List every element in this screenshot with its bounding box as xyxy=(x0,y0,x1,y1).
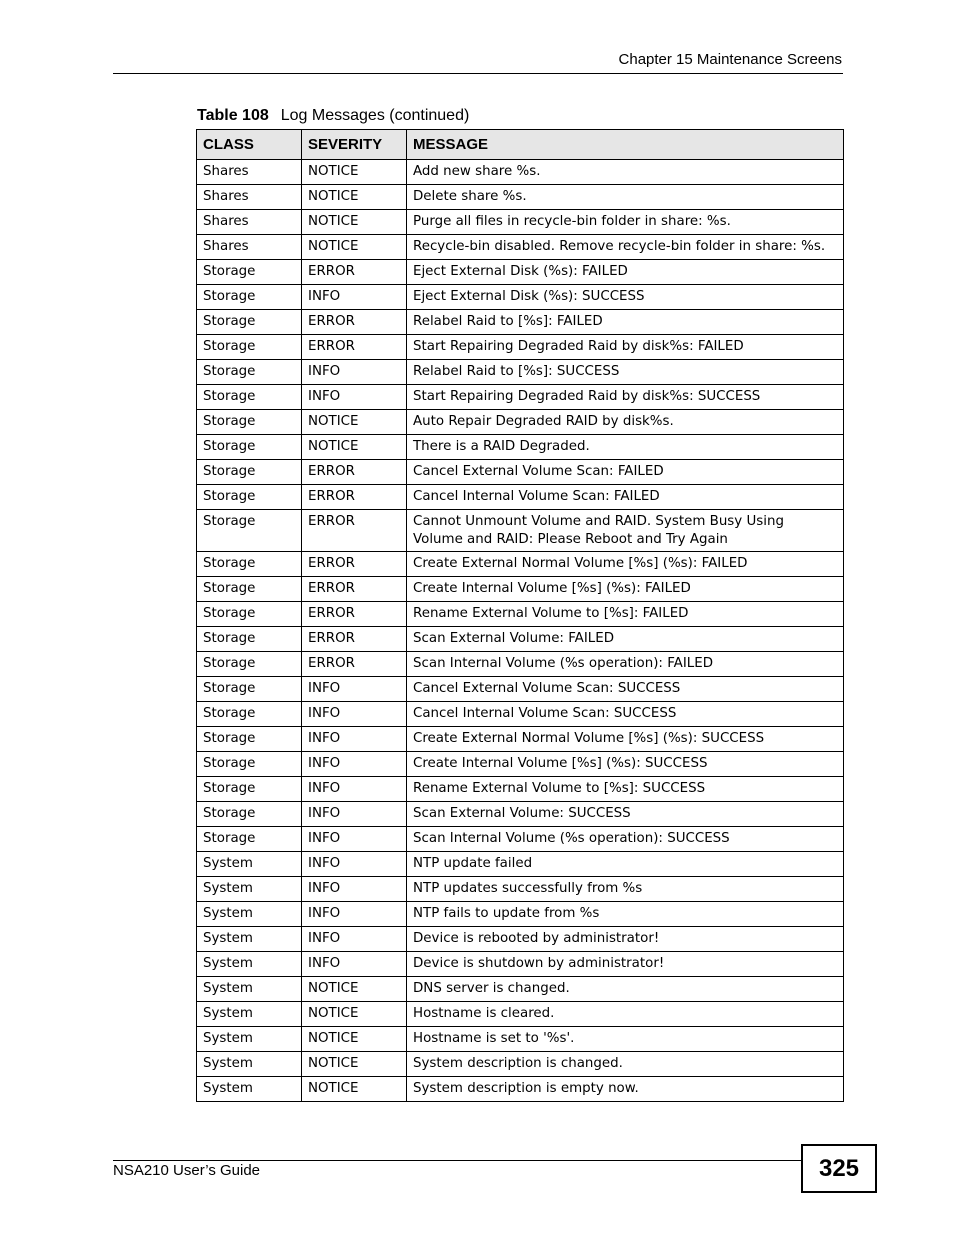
cell-severity: NOTICE xyxy=(302,1002,407,1027)
table-number: Table 108 xyxy=(197,107,269,124)
cell-message: Device is rebooted by administrator! xyxy=(407,927,844,952)
cell-class: Storage xyxy=(197,260,302,285)
cell-class: Storage xyxy=(197,335,302,360)
table-row xyxy=(197,335,844,360)
cell-severity: NOTICE xyxy=(302,185,407,210)
cell-message: Create Internal Volume [%s] (%s): FAILED xyxy=(407,577,844,602)
cell-class: Shares xyxy=(197,185,302,210)
cell-severity: INFO xyxy=(302,385,407,410)
table-row xyxy=(197,285,844,310)
cell-class: System xyxy=(197,877,302,902)
cell-class: Storage xyxy=(197,652,302,677)
cell-severity: INFO xyxy=(302,827,407,852)
cell-message: Auto Repair Degraded RAID by disk%s. xyxy=(407,410,844,435)
cell-class: Storage xyxy=(197,410,302,435)
cell-class: Storage xyxy=(197,310,302,335)
cell-message: Create External Normal Volume [%s] (%s): SUCCESS xyxy=(407,727,844,752)
page-number: 325 xyxy=(801,1144,877,1193)
table-row xyxy=(197,1077,844,1102)
table-row xyxy=(197,410,844,435)
cell-message: Purge all files in recycle-bin folder in share: %s. xyxy=(407,210,844,235)
table-row xyxy=(197,260,844,285)
table-title: Log Messages (continued) xyxy=(280,107,470,124)
cell-message: NTP updates successfully from %s xyxy=(407,877,844,902)
cell-severity: INFO xyxy=(302,752,407,777)
cell-severity: NOTICE xyxy=(302,1027,407,1052)
cell-class: System xyxy=(197,902,302,927)
column-header-severity: SEVERITY xyxy=(302,130,407,160)
cell-severity: NOTICE xyxy=(302,435,407,460)
cell-severity: NOTICE xyxy=(302,410,407,435)
cell-severity: INFO xyxy=(302,952,407,977)
cell-severity: ERROR xyxy=(302,335,407,360)
table-row xyxy=(197,460,844,485)
cell-class: System xyxy=(197,1027,302,1052)
table-row xyxy=(197,802,844,827)
cell-message: Create External Normal Volume [%s] (%s): FAILED xyxy=(407,552,844,577)
cell-message: Add new share %s. xyxy=(407,160,844,185)
cell-severity: ERROR xyxy=(302,627,407,652)
cell-class: Shares xyxy=(197,210,302,235)
cell-class: System xyxy=(197,852,302,877)
cell-message: Scan Internal Volume (%s operation): SUCCESS xyxy=(407,827,844,852)
cell-message: Eject External Disk (%s): FAILED xyxy=(407,260,844,285)
table-row xyxy=(197,902,844,927)
table-row xyxy=(197,777,844,802)
header-divider xyxy=(113,73,843,74)
table-body xyxy=(197,160,844,1102)
cell-message: There is a RAID Degraded. xyxy=(407,435,844,460)
cell-message: Cannot Unmount Volume and RAID. System Busy Using Volume and RAID: Please Reboot and Try Again xyxy=(407,510,844,552)
table-row xyxy=(197,702,844,727)
cell-severity: ERROR xyxy=(302,460,407,485)
cell-class: Storage xyxy=(197,485,302,510)
table-row xyxy=(197,360,844,385)
cell-severity: INFO xyxy=(302,777,407,802)
cell-message: Relabel Raid to [%s]: FAILED xyxy=(407,310,844,335)
cell-class: System xyxy=(197,977,302,1002)
table-row xyxy=(197,485,844,510)
guide-title: NSA210 User’s Guide xyxy=(113,1162,261,1179)
cell-severity: INFO xyxy=(302,802,407,827)
table-row xyxy=(197,435,844,460)
column-header-class: CLASS xyxy=(197,130,302,160)
cell-severity: INFO xyxy=(302,727,407,752)
cell-class: Storage xyxy=(197,360,302,385)
table-row xyxy=(197,652,844,677)
table-row xyxy=(197,1002,844,1027)
cell-severity: INFO xyxy=(302,877,407,902)
cell-severity: NOTICE xyxy=(302,977,407,1002)
cell-severity: INFO xyxy=(302,360,407,385)
cell-message: System description is changed. xyxy=(407,1052,844,1077)
cell-class: Storage xyxy=(197,777,302,802)
cell-class: Storage xyxy=(197,577,302,602)
cell-severity: INFO xyxy=(302,702,407,727)
table-row xyxy=(197,602,844,627)
cell-message: Scan External Volume: FAILED xyxy=(407,627,844,652)
cell-message: Start Repairing Degraded Raid by disk%s: SUCCESS xyxy=(407,385,844,410)
cell-class: Storage xyxy=(197,802,302,827)
cell-severity: NOTICE xyxy=(302,1077,407,1102)
cell-class: System xyxy=(197,1077,302,1102)
cell-severity: INFO xyxy=(302,852,407,877)
cell-class: System xyxy=(197,1052,302,1077)
cell-class: Storage xyxy=(197,510,302,552)
cell-class: Storage xyxy=(197,727,302,752)
cell-message: Recycle-bin disabled. Remove recycle-bin folder in share: %s. xyxy=(407,235,844,260)
cell-message: Hostname is cleared. xyxy=(407,1002,844,1027)
chapter-header: Chapter 15 Maintenance Screens xyxy=(618,51,842,68)
table-row xyxy=(197,577,844,602)
cell-class: Storage xyxy=(197,552,302,577)
cell-severity: NOTICE xyxy=(302,160,407,185)
table-row xyxy=(197,727,844,752)
cell-message: System description is empty now. xyxy=(407,1077,844,1102)
table-row xyxy=(197,1052,844,1077)
table-row xyxy=(197,977,844,1002)
cell-message: Delete share %s. xyxy=(407,185,844,210)
cell-class: Storage xyxy=(197,435,302,460)
cell-class: Shares xyxy=(197,160,302,185)
cell-severity: INFO xyxy=(302,902,407,927)
table-row xyxy=(197,827,844,852)
table-row xyxy=(197,552,844,577)
table-row xyxy=(197,752,844,777)
cell-message: Start Repairing Degraded Raid by disk%s: FAILED xyxy=(407,335,844,360)
cell-severity: ERROR xyxy=(302,577,407,602)
cell-severity: INFO xyxy=(302,285,407,310)
table-row xyxy=(197,927,844,952)
cell-message: Cancel Internal Volume Scan: FAILED xyxy=(407,485,844,510)
table-row xyxy=(197,852,844,877)
cell-severity: ERROR xyxy=(302,485,407,510)
cell-message: Relabel Raid to [%s]: SUCCESS xyxy=(407,360,844,385)
cell-class: System xyxy=(197,927,302,952)
cell-severity: ERROR xyxy=(302,602,407,627)
log-messages-table xyxy=(196,129,844,1102)
cell-class: Storage xyxy=(197,752,302,777)
cell-message: Scan External Volume: SUCCESS xyxy=(407,802,844,827)
cell-message: Device is shutdown by administrator! xyxy=(407,952,844,977)
cell-message: DNS server is changed. xyxy=(407,977,844,1002)
cell-message: Rename External Volume to [%s]: FAILED xyxy=(407,602,844,627)
cell-class: Storage xyxy=(197,602,302,627)
cell-severity: ERROR xyxy=(302,510,407,552)
cell-message: Cancel External Volume Scan: SUCCESS xyxy=(407,677,844,702)
cell-class: Storage xyxy=(197,385,302,410)
cell-class: Storage xyxy=(197,285,302,310)
cell-severity: INFO xyxy=(302,677,407,702)
cell-message: Rename External Volume to [%s]: SUCCESS xyxy=(407,777,844,802)
cell-class: System xyxy=(197,1002,302,1027)
table-row xyxy=(197,1027,844,1052)
cell-class: System xyxy=(197,952,302,977)
cell-severity: INFO xyxy=(302,927,407,952)
cell-message: Eject External Disk (%s): SUCCESS xyxy=(407,285,844,310)
table-row xyxy=(197,185,844,210)
cell-class: Storage xyxy=(197,460,302,485)
cell-class: Storage xyxy=(197,702,302,727)
table-caption xyxy=(197,107,469,125)
cell-severity: NOTICE xyxy=(302,1052,407,1077)
table-row xyxy=(197,877,844,902)
cell-severity: NOTICE xyxy=(302,235,407,260)
table-row xyxy=(197,310,844,335)
cell-message: NTP fails to update from %s xyxy=(407,902,844,927)
table-row xyxy=(197,235,844,260)
table-row xyxy=(197,385,844,410)
cell-message: Scan Internal Volume (%s operation): FAILED xyxy=(407,652,844,677)
table-row xyxy=(197,210,844,235)
table-row xyxy=(197,627,844,652)
cell-severity: ERROR xyxy=(302,652,407,677)
footer-divider xyxy=(113,1160,801,1161)
column-header-message: MESSAGE xyxy=(407,130,844,160)
cell-message: Cancel External Volume Scan: FAILED xyxy=(407,460,844,485)
table-row xyxy=(197,160,844,185)
cell-severity: ERROR xyxy=(302,310,407,335)
table-row xyxy=(197,510,844,552)
cell-message: Cancel Internal Volume Scan: SUCCESS xyxy=(407,702,844,727)
cell-message: Hostname is set to '%s'. xyxy=(407,1027,844,1052)
cell-class: Storage xyxy=(197,827,302,852)
cell-message: Create Internal Volume [%s] (%s): SUCCESS xyxy=(407,752,844,777)
cell-severity: ERROR xyxy=(302,552,407,577)
table-row xyxy=(197,677,844,702)
cell-severity: NOTICE xyxy=(302,210,407,235)
table-row xyxy=(197,952,844,977)
cell-class: Shares xyxy=(197,235,302,260)
cell-class: Storage xyxy=(197,627,302,652)
cell-message: NTP update failed xyxy=(407,852,844,877)
cell-class: Storage xyxy=(197,677,302,702)
table-header-row xyxy=(197,130,844,160)
cell-severity: ERROR xyxy=(302,260,407,285)
